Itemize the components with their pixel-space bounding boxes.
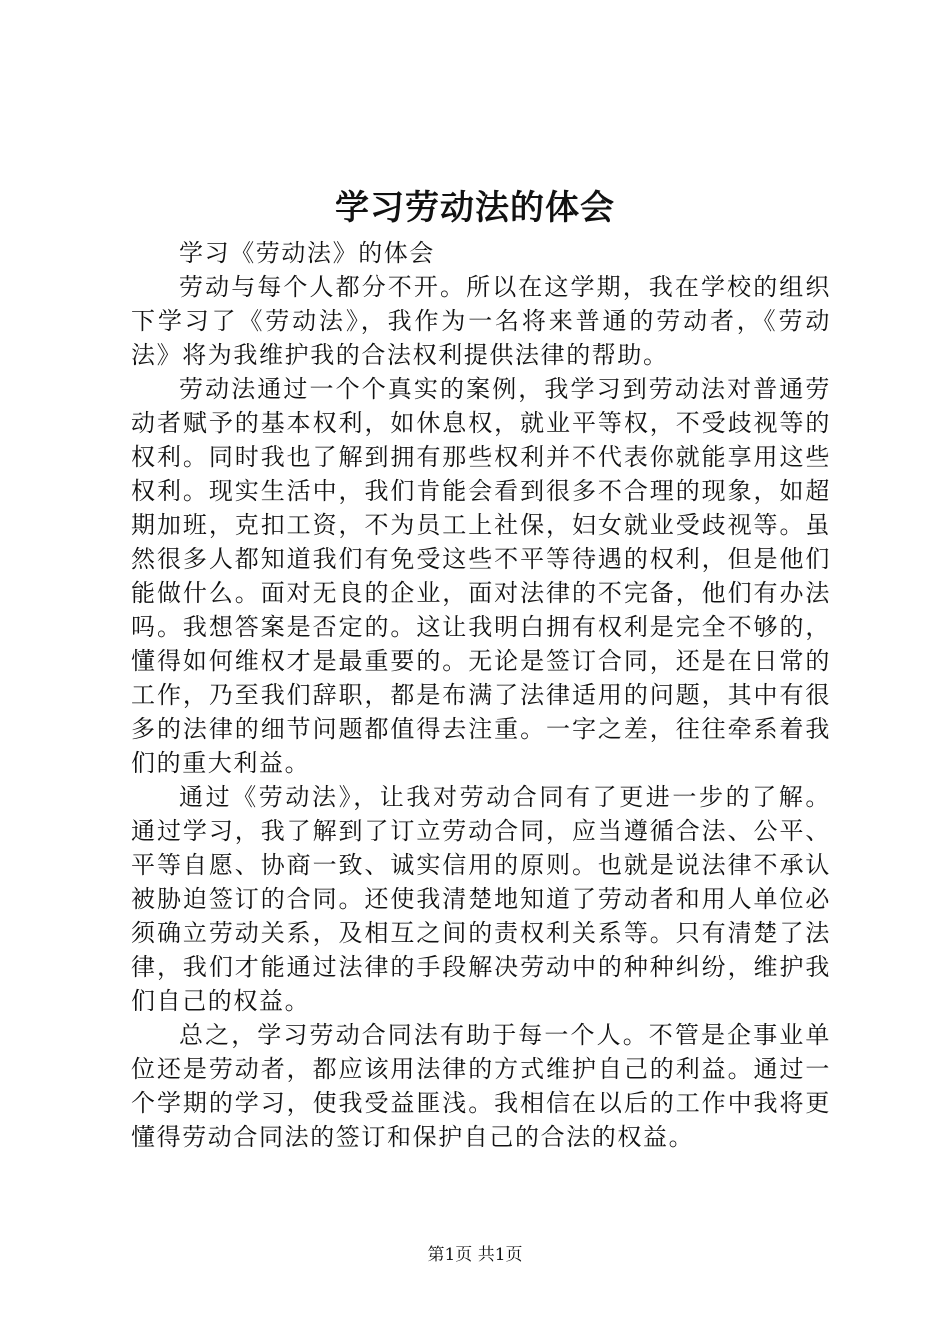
paragraph-1: 劳动与每个人都分不开。所以在这学期，我在学校的组织下学习了《劳动法》，我作为一名将来普通的劳动者，《劳动法》将为我维护我的合法权利提供法律的帮助。 [131, 273, 831, 369]
paragraph-3: 通过《劳动法》，让我对劳动合同有了更进一步的了解。通过学习，我了解到了订立劳动合同，应当遵循合法、公平、平等自愿、协商一致、诚实信用的原则。也就是说法律不承认被胁迫签订的合同。还使我清楚地知道了劳动者和用人单位必须确立劳动关系，及相互之间的责权利关系等。只有清楚了法律，我们才能通过法律的手段解决劳动中的种种纠纷，维护我们自己的权益。 [131, 783, 831, 1015]
paragraph-4: 总之，学习劳动合同法有助于每一个人。不管是企事业单位还是劳动者，都应该用法律的方式维护自己的利益。通过一个学期的学习，使我受益匪浅。我相信在以后的工作中我将更懂得劳动合同法的签订和保护自己的合法的权益。 [131, 1021, 831, 1151]
page-footer: 第1页 共1页 [427, 1245, 523, 1265]
paragraph-subtitle: 学习《劳动法》的体会 [179, 239, 435, 267]
document-title: 学习劳动法的体会 [335, 188, 615, 228]
document-body [131, 236, 831, 1154]
paragraph-2: 劳动法通过一个个真实的案例，我学习到劳动法对普通劳动者赋予的基本权利，如休息权，就业平等权，不受歧视等的权利。同时我也了解到拥有那些权利并不代表你就能享用这些权利。现实生活中，我们肯能会看到很多不合理的现象，如超期加班，克扣工资，不为员工上社保，妇女就业受歧视等。虽然很多人都知道我们有免受这些不平等待遇的权利，但是他们能做什么。面对无良的企业，面对法律的不完备，他们有办法吗。我想答案是否定的。这让我明白拥有权利是完全不够的，懂得如何维权才是最重要的。无论是签订合同，还是在日常的工作，乃至我们辞职，都是布满了法律适用的问题，其中有很多的法律的细节问题都值得去注重。一字之差，往往牵系着我们的重大利益。 [131, 375, 831, 777]
